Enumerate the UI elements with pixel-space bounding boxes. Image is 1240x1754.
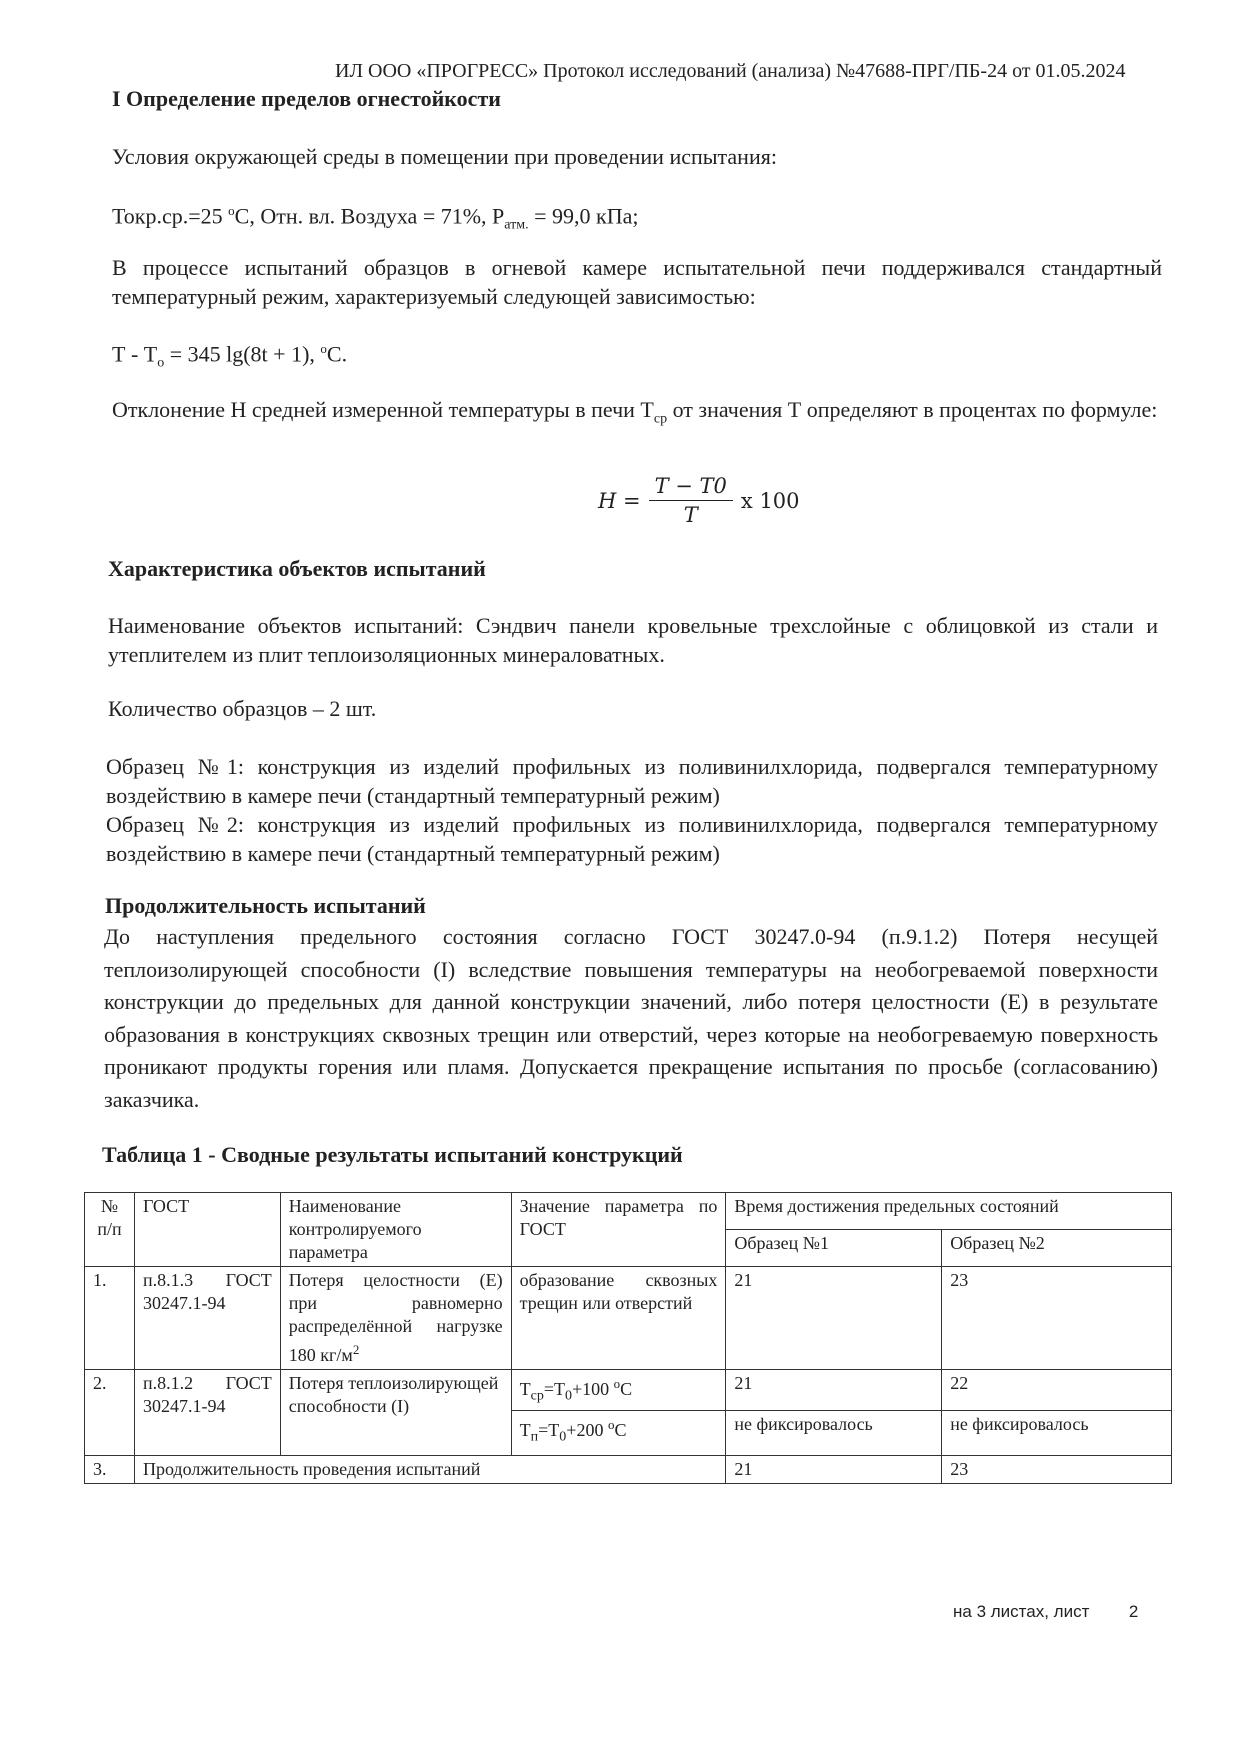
sample-2-text: Образец №2: конструкция из изделий профильных из поливинилхлорида, подвергался температурному воздействию в камере печи (стандартный температурный режим)	[106, 812, 1158, 866]
table-caption: Таблица 1 - Сводные результаты испытаний конструкций	[102, 1142, 683, 1167]
page-footer	[953, 1602, 1138, 1622]
sample-count-text: Количество образцов – 2 шт.	[108, 696, 377, 721]
row2-num: 2.	[85, 1370, 135, 1456]
row2-value-2: $Т_п=Т_0+200$ $^о$С	[511, 1410, 726, 1455]
formula-lhs: H =	[598, 488, 641, 513]
header-param: Наименование контролируемого параметра	[280, 1193, 511, 1267]
row1-sample-1: 21	[726, 1267, 942, 1370]
row3-sample-2: 23	[942, 1455, 1172, 1483]
row3-label: Продолжительность проведения испытаний	[134, 1455, 725, 1483]
temperature-regime-formula: $Т - Т_о = 345$ lg(8t + 1), $^о$С.	[112, 341, 348, 371]
sample-1-text: Образец №1: конструкция из изделий профильных из поливинилхлорида, подвергался температурному воздействию в камере печи (стандартный температурный режим)	[106, 754, 1158, 808]
environment-intro: Условия окружающей среды в помещении при проведении испытания:	[112, 144, 777, 169]
table-row	[85, 1370, 1172, 1411]
temperature-regime-text: В процессе испытаний образцов в огневой камере испытательной печи поддерживался стандартный температурный режим, характеризуемый следующей зависимостью:	[112, 255, 1162, 309]
formula-fraction	[649, 474, 733, 527]
row2-param: Потеря теплоизолирующей способности (I)	[280, 1370, 511, 1456]
deviation-text: Отклонение Н средней измеренной температуры в печи $Т_{ср}$ от значения Т определяют в процентах по формуле:	[112, 397, 1158, 427]
formula-numerator: T − T0	[649, 474, 733, 501]
section-title-fire-resistance: I Определение пределов огнестойкости	[112, 86, 501, 111]
row2-sample-1-b: не фиксировалось	[726, 1410, 942, 1455]
row2-gost: п.8.1.2 ГОСТ 30247.1-94	[134, 1370, 280, 1456]
footer-sheets-text: на 3 листах, лист	[953, 1602, 1090, 1621]
environment-conditions: Токр.ср.=25 $^о$С, Отн. вл. Воздуха = 71%, $Р_{атм.} = 99,0$ кПа;	[112, 203, 639, 233]
table-header-row	[85, 1193, 1172, 1230]
row3-sample-1: 21	[726, 1455, 942, 1483]
header-sample-2: Образец №2	[942, 1230, 1172, 1267]
row2-sample-2-b: не фиксировалось	[942, 1410, 1172, 1455]
row1-gost: п.8.1.3 ГОСТ 30247.1-94	[134, 1267, 280, 1370]
deviation-formula	[598, 474, 800, 527]
header-gost: ГОСТ	[134, 1193, 280, 1267]
row2-sample-2-a: 22	[942, 1370, 1172, 1411]
row2-value-1: $Т_{ср}=Т_0+100$ $^о$С	[511, 1370, 726, 1411]
footer-page-number: 2	[1128, 1602, 1139, 1621]
duration-text: До наступления предельного состояния согласно ГОСТ 30247.0-94 (п.9.1.2) Потеря несущей теплоизолирующей способности (I) вследствие повышения температуры на необогреваемой поверхности конструкции до предельных для данной конструкции значений, либо потеря целостности (Е) в результате образования в конструкциях сквозных трещин или отверстий, через которые на необогреваемую поверхность проникают продукты горения или пламя. Допускается прекращение испытания по просьбе (согласованию) заказчика.	[104, 924, 1158, 1112]
results-table	[84, 1192, 1172, 1484]
table-row	[85, 1455, 1172, 1483]
section-title-duration: Продолжительность испытаний	[105, 893, 426, 918]
formula-denominator: T	[683, 503, 698, 527]
row3-num: 3.	[85, 1455, 135, 1483]
header-time: Время достижения предельных состояний	[726, 1193, 1172, 1230]
row2-sample-1-a: 21	[726, 1370, 942, 1411]
row1-param: Потеря целостности (Е) при равномерно распределённой нагрузке 180 $кг/м^2$	[280, 1267, 511, 1370]
row1-num: 1.	[85, 1267, 135, 1370]
objects-name-text: Наименование объектов испытаний: Сэндвич панели кровельные трехслойные с облицовкой из стали и утеплителем из плит теплоизоляционных минераловатных.	[108, 613, 1158, 667]
section-title-objects: Характеристика объектов испытаний	[108, 556, 486, 581]
formula-rhs: x 100	[740, 488, 800, 513]
protocol-header: ИЛ ООО «ПРОГРЕСС» Протокол исследований (анализа) №47688-ПРГ/ПБ-24 от 01.05.2024	[335, 60, 1126, 82]
row1-sample-2: 23	[942, 1267, 1172, 1370]
header-num: № п/п	[85, 1193, 135, 1267]
header-value: Значение параметра по ГОСТ	[511, 1193, 726, 1267]
row1-value: образование сквозных трещин или отверстий	[511, 1267, 726, 1370]
header-sample-1: Образец №1	[726, 1230, 942, 1267]
table-row	[85, 1267, 1172, 1370]
